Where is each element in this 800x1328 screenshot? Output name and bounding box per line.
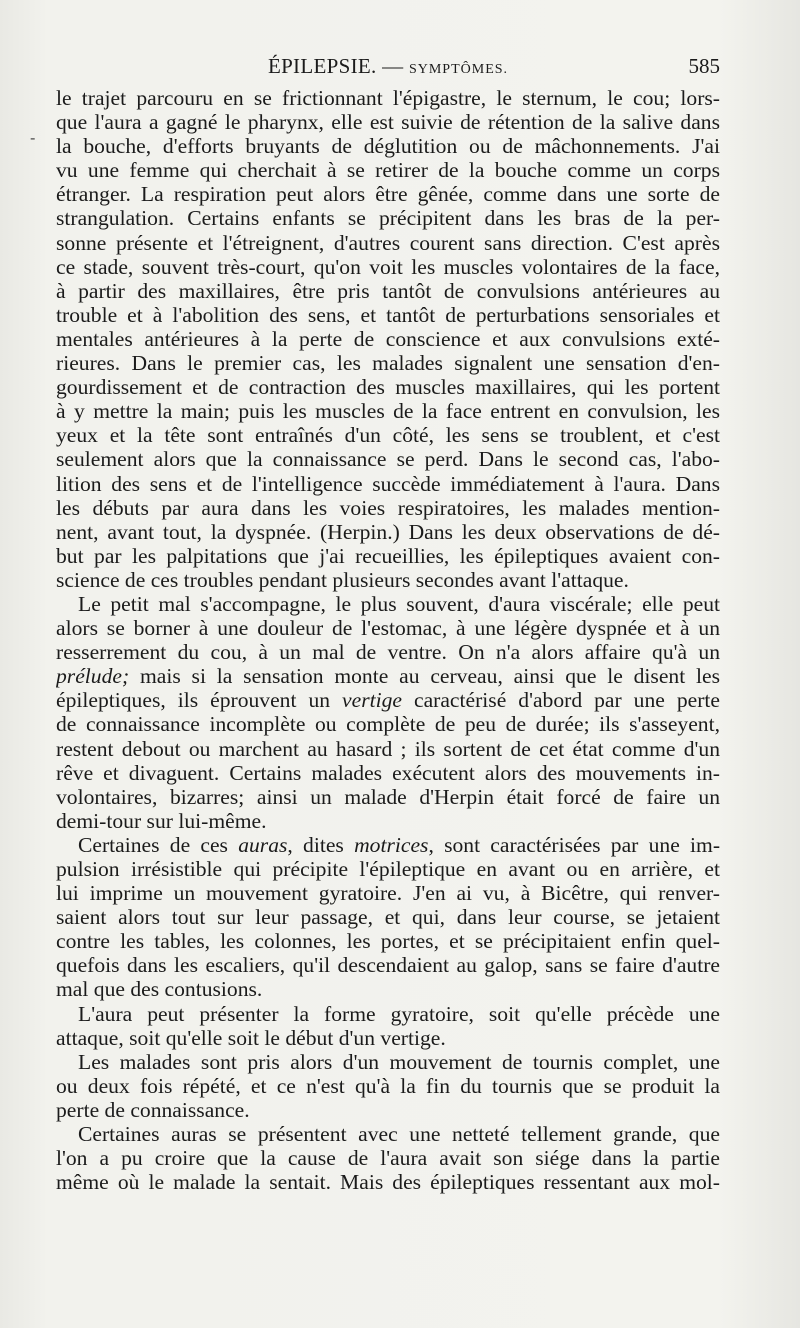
text-line: épileptiques, ils éprouvent un vertige caractérisé d'abord par une perte — [56, 688, 720, 713]
paragraph-4 — [56, 1002, 720, 1050]
text-line: même où le malade la sentait. Mais des épileptiques ressentant aux mol- — [56, 1170, 720, 1195]
text-line: rêve et divaguent. Certains malades exécutent alors des mouvements in- — [56, 760, 720, 785]
margin-mark: - — [30, 128, 36, 147]
text-line: saient alors tout sur leur passage, et qui, dans leur course, se jetaient — [56, 905, 720, 930]
text-line: demi-tour sur lui-même. — [56, 808, 267, 833]
text-line: vu une femme qui cherchait à se retirer de la bouche comme un corps — [56, 158, 720, 183]
text-line: gourdissement et de contraction des muscles maxillaires, qui les portent — [56, 375, 720, 400]
text-line: but par les palpitations que j'ai recueillies, les épileptiques avaient con- — [56, 543, 720, 568]
text-line: attaque, soit qu'elle soit le début d'un vertige. — [56, 1025, 446, 1050]
text-line: l'on a pu croire que la cause de l'aura avait son siége dans la partie — [56, 1146, 720, 1171]
italic-term: motrices — [354, 832, 429, 857]
paragraph-6 — [56, 1122, 720, 1194]
text-line: Les malades sont pris alors d'un mouvement de tournis complet, une — [78, 1049, 720, 1074]
text-line: yeux et la tête sont entraînés d'un côté, les sens se troublent, et c'est — [56, 423, 720, 448]
text-line: science de ces troubles pendant plusieurs secondes avant l'attaque. — [56, 567, 629, 592]
text-line: sonne présente et l'étreignent, d'autres courent sans direction. C'est après — [56, 230, 720, 255]
running-title-sub: SYMPTÔMES. — [408, 62, 509, 77]
text-line: volontaires, bizarres; ainsi un malade d'Herpin était forcé de faire un — [56, 784, 720, 809]
text-line: Le petit mal s'accompagne, le plus souvent, d'aura viscérale; elle peut — [78, 591, 720, 616]
text-line: lition des sens et de l'intelligence succède immédiatement à l'aura. Dans — [56, 471, 720, 496]
text-line: de connaissance incomplète ou complète de peu de durée; ils s'asseyent, — [56, 712, 720, 737]
text-line: strangulation. Certains enfants se précipitent dans les bras de la per- — [56, 206, 720, 231]
text-line: les débuts par aura dans les voies respiratoires, les malades mention- — [56, 495, 720, 520]
text-line: à partir des maxillaires, être pris tantôt de convulsions antérieures au — [56, 278, 720, 303]
text-line: mentales antérieures à la perte de conscience et aux convulsions exté- — [56, 326, 720, 351]
paragraph-3 — [56, 833, 720, 1002]
text-line: resserrement du cou, à un mal de ventre. On n'a alors affaire qu'à un — [56, 640, 720, 665]
text-line: contre les tables, les colonnes, les portes, et se précipitaient enfin quel- — [56, 929, 720, 954]
text-line: trouble et à l'abolition des sens, et tantôt de perturbations sensoriales et — [56, 302, 720, 327]
text-line: restent debout ou marchent au hasard ; ils sortent de cet état comme d'un — [56, 736, 720, 761]
text-line: nent, avant tout, la dyspnée. (Herpin.) Dans les deux observations de dé- — [56, 519, 720, 544]
text-line: pulsion irrésistible qui précipite l'épileptique en avant ou en arrière, et — [56, 857, 720, 881]
text-line: à y mettre la main; puis les muscles de la face entrent en convulsion, les — [56, 399, 720, 424]
text-line: seulement alors que la connaissance se perd. Dans le second cas, l'abo- — [56, 447, 720, 472]
text-line: Certaines de ces auras, dites motrices, sont caractérisées par une im- — [78, 832, 720, 857]
text-line: prélude; mais si la sensation monte au cerveau, ainsi que le disent les — [56, 664, 720, 689]
paragraph-2 — [56, 592, 720, 833]
text-line: ou deux fois répété, et ce n'est qu'à la fin du tournis que se produit la — [56, 1073, 720, 1098]
text-line: mal que des contusions. — [56, 977, 263, 1002]
italic-term: prélude; — [56, 664, 130, 689]
text-line: étranger. La respiration peut alors être gênée, comme dans une sorte de — [56, 182, 720, 207]
paragraph-1 — [56, 86, 720, 592]
text-line: la bouche, d'efforts bruyants de déglutition ou de mâchonnements. J'ai — [56, 134, 720, 159]
page-number: 585 — [688, 54, 720, 78]
text-line: L'aura peut présenter la forme gyratoire, soit qu'elle précède une — [78, 1001, 720, 1026]
text-line: que l'aura a gagné le pharynx, elle est suivie de rétention de la salive dans — [56, 110, 720, 135]
running-title — [56, 54, 720, 79]
text-line: lui imprime un mouvement gyratoire. J'en ai vu, à Bicêtre, qui renver- — [56, 881, 720, 906]
text-line: le trajet parcouru en se frictionnant l'épigastre, le sternum, le cou; lors- — [56, 86, 720, 110]
body-text — [56, 86, 720, 1194]
text-line: rieures. Dans le premier cas, les malades signalent une sensation d'en- — [56, 351, 720, 376]
running-title-main: ÉPILEPSIE. — — [267, 54, 404, 78]
text-line: Certaines auras se présentent avec une netteté tellement grande, que — [78, 1122, 720, 1147]
italic-term: vertige — [342, 688, 402, 713]
running-head — [56, 54, 720, 86]
text-line: perte de connaissance. — [56, 1097, 250, 1122]
paragraph-5 — [56, 1050, 720, 1122]
text-line: ce stade, souvent très-court, qu'on voit les muscles volontaires de la face, — [56, 254, 720, 279]
text-line: quefois dans les escaliers, qu'il descendaient au galop, sans se faire d'autre — [56, 953, 720, 978]
text-line: alors se borner à une douleur de l'estomac, à une légère dyspnée et à un — [56, 616, 720, 641]
italic-term: auras — [238, 832, 288, 857]
